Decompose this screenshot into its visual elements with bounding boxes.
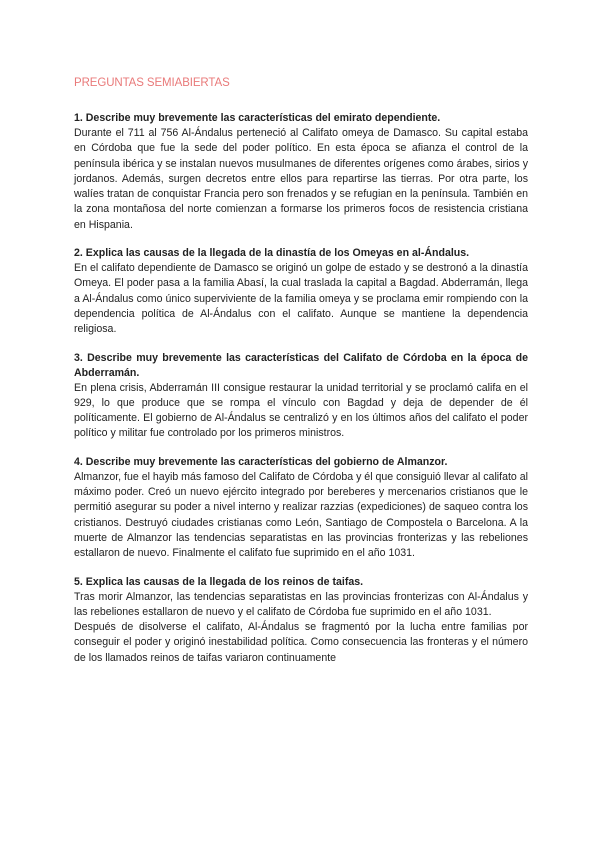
question-1 (74, 111, 528, 233)
question-heading: 2. Explica las causas de la llegada de la dinastía de los Omeyas en al-Ándalus. (74, 247, 470, 260)
answer-paragraph: Almanzor, fue el hayib más famoso del Califato de Córdoba y él que consiguió llevar al califato al máximo poder. Creó un nuevo ejército integrado por bereberes y mercenarios cristianos que le permitió asegurar su poder a nivel interno y realizar razzias (expediciones) de saqueo contra los cristianos. Destruyó ciudades cristianas como León, Santiago de Compostela o Barcelona. A la muerte de Almanzor las tendencias separatistas en las provincias fronterizas y las rebeliones estallaron de nuevo. Finalmente el califato fue suprimido en el año 1031. (74, 470, 529, 560)
answer-paragraph: Después de disolverse el califato, Al-Ándalus se fragmentó por la lucha entre familias por conseguir el poder y originó inestabilidad política. Como consecuencia las fronteras y el número de los llamados reinos de taifas variaron continuamente (74, 621, 528, 664)
document-title: PREGUNTAS SEMIABIERTAS (74, 77, 230, 89)
question-4 (74, 455, 528, 562)
document-page (74, 77, 528, 679)
question-heading: 4. Describe muy brevemente las características del gobierno de Almanzor. (74, 455, 448, 468)
question-5 (74, 575, 528, 666)
answer-paragraph: En plena crisis, Abderramán III consigue restaurar la unidad territorial y se proclamó califa en el 929, lo que produce que se rompa el vínculo con Bagdad y deja de depender de él políticamente. El gobierno de Al-Ándalus se centralizó y en los últimos años del califato el poder político y militar fue controlado por los primeros ministros. (74, 381, 528, 440)
answer-paragraph: Durante el 711 al 756 Al-Ándalus perteneció al Califato omeya de Damasco. Su capital estaba en Córdoba que fue la sede del poder político. En esta época se afianza el control de la península ibérica y se instalan nuevos musulmanes de diferentes orígenes como árabes, sirios y jordanos. Además, surgen decretos entre ellos para repartirse las tierras. Por otra parte, los walíes tratan de conquistar Francia pero son frenados y se refugian en la península. También en la zona montañosa del norte comienzan a formarse los primeros focos de resistencia cristiana en Hispania. (74, 127, 528, 231)
answer-paragraph: En el califato dependiente de Damasco se originó un golpe de estado y se destronó a la dinastía Omeya. El poder pasa a la familia Abasí, la cual traslada la capital a Bagdad. Abderramán, llega a Al-Ándalus como único superviviente de la familia omeya y se proclama emir rompiendo con la dependencia política de Al-Ándalus con el califato. Aunque se mantiene la dependencia religiosa. (74, 262, 528, 336)
question-heading: 5. Explica las causas de la llegada de los reinos de taifas. (74, 575, 364, 588)
answer-paragraph: Tras morir Almanzor, las tendencias separatistas en las provincias fronterizas con Al-Ándalus y las rebeliones estallaron de nuevo y el califato de Córdoba fue suprimido en el año 1031. (74, 590, 528, 618)
question-heading: 3. Describe muy brevemente las características del Califato de Córdoba en la época de Abderramán. (74, 351, 528, 379)
question-heading: 1. Describe muy brevemente las características del emirato dependiente. (74, 112, 441, 124)
question-3 (74, 351, 528, 442)
question-2 (74, 246, 528, 337)
